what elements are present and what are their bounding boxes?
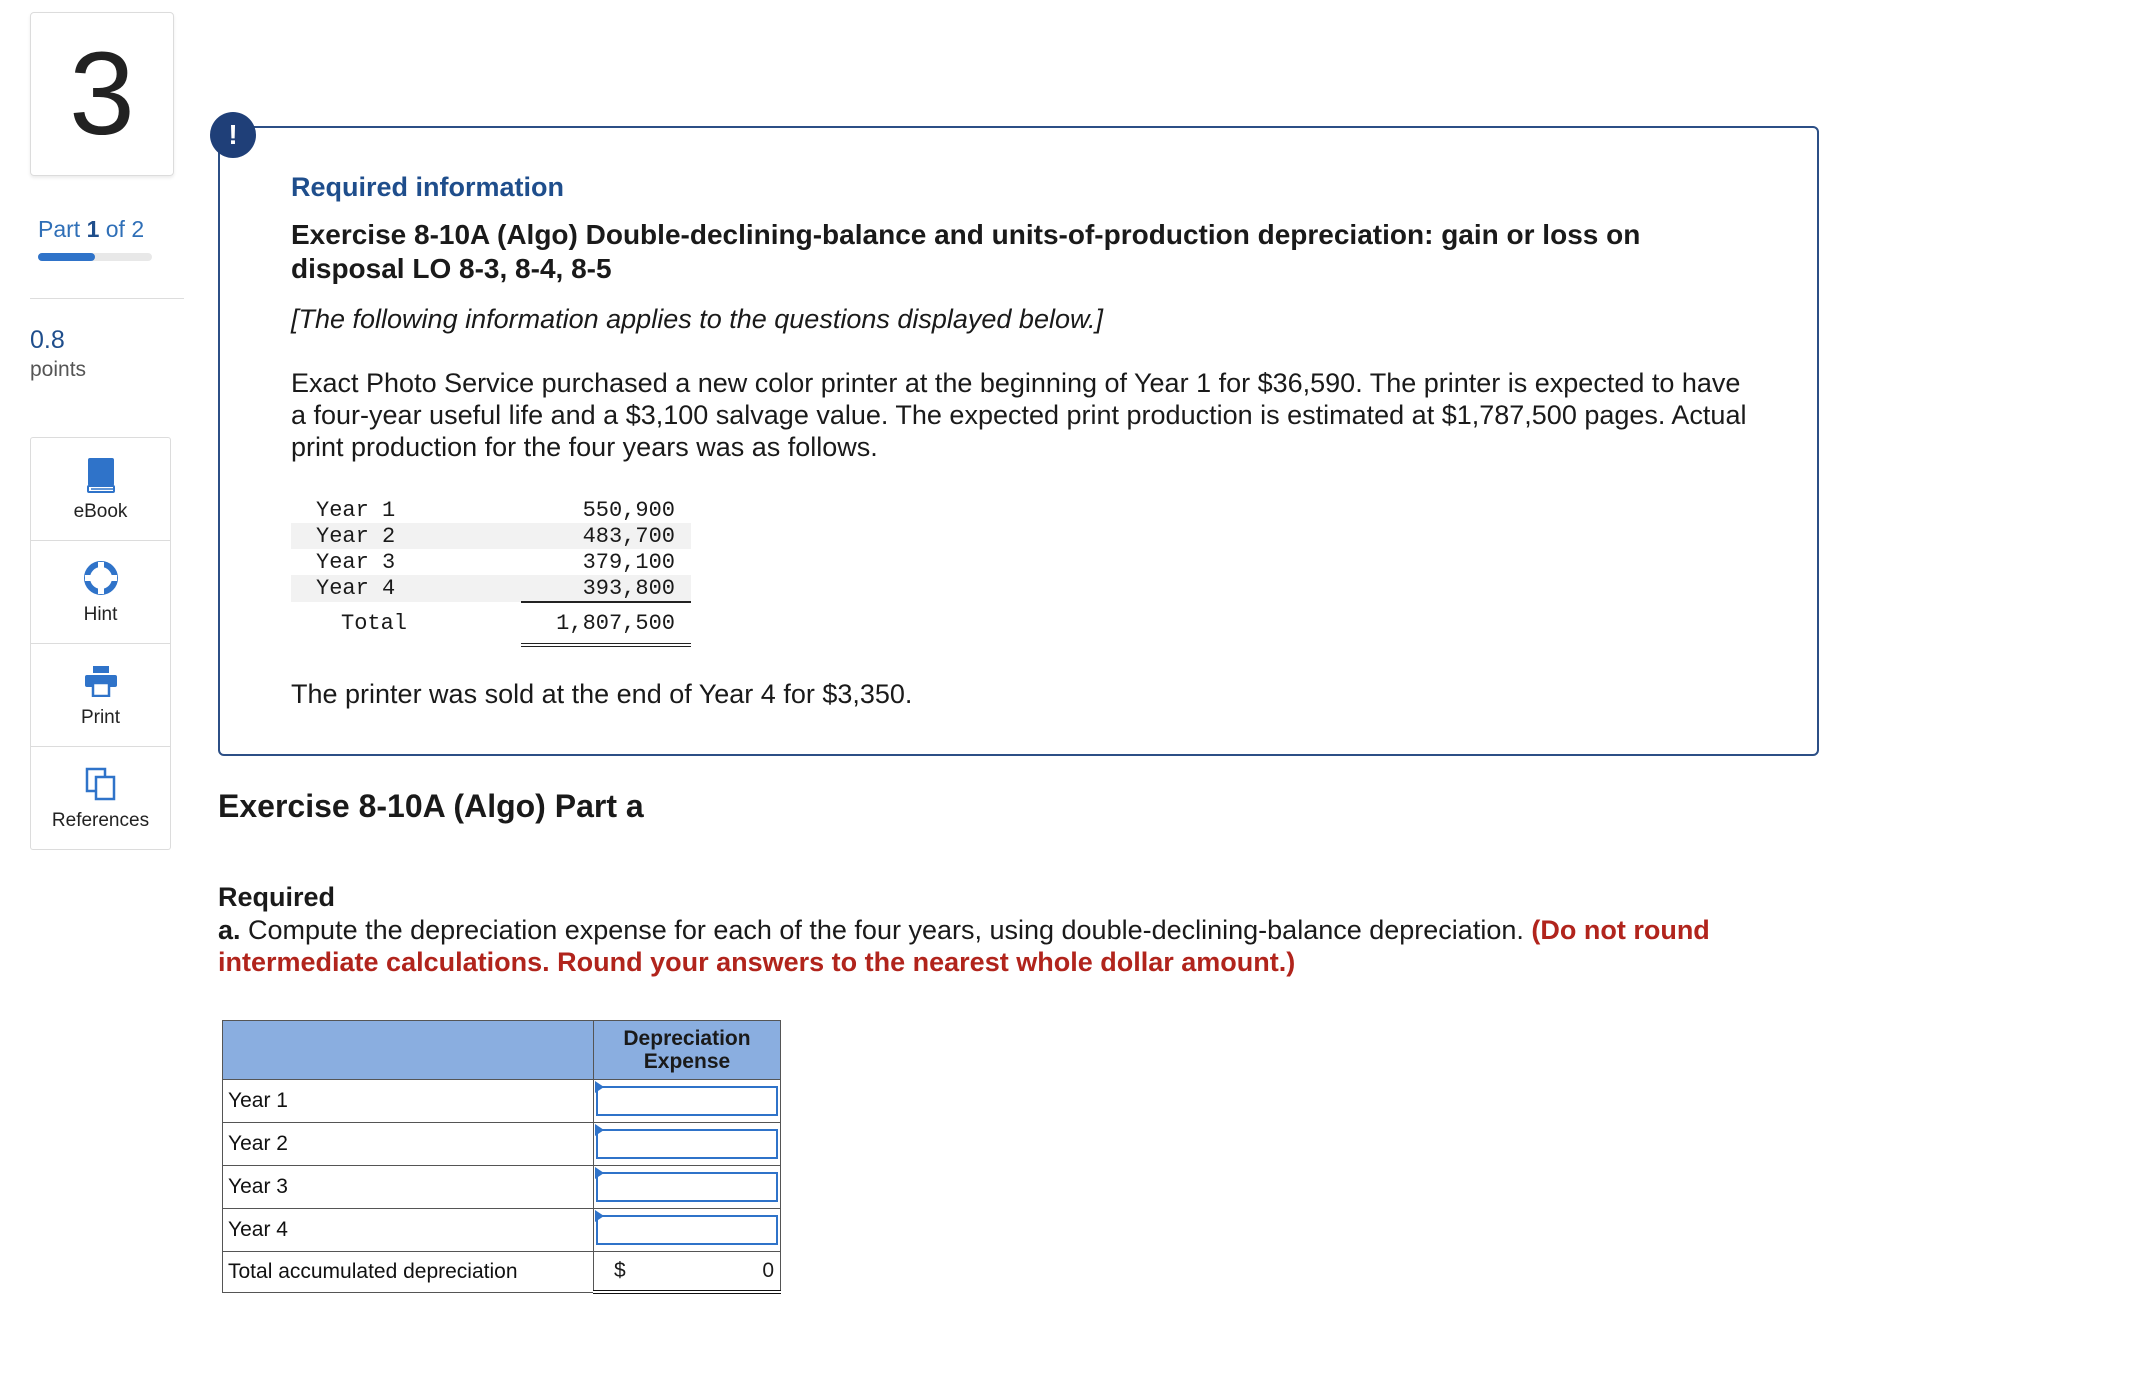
- part-of: of 2: [105, 216, 145, 242]
- table-row: [223, 1209, 781, 1252]
- total-currency: $: [614, 1259, 626, 1282]
- table-total-row: [223, 1252, 781, 1293]
- instruction-rounding-note: (Do not round intermediate calculations. Round your answers to the nearest whole dollar amount.): [218, 915, 1710, 977]
- print-button[interactable]: [31, 644, 170, 747]
- year-2-expense-input[interactable]: [596, 1129, 778, 1159]
- input-flag-icon: [595, 1124, 604, 1136]
- instruction-text: Compute the depreciation expense for each of the four years, using double-declining-balance depreciation.: [240, 915, 1532, 945]
- sold-statement: The printer was sold at the end of Year 4 for $3,350.: [291, 679, 913, 709]
- instruction-prefix: a.: [218, 915, 241, 945]
- input-flag-icon: [595, 1081, 604, 1093]
- ebook-label: eBook: [73, 501, 128, 522]
- year-1-expense-input[interactable]: [596, 1086, 778, 1116]
- input-flag-icon: [595, 1210, 604, 1222]
- table-header-row: [223, 1021, 781, 1080]
- hint-label: Hint: [83, 604, 118, 625]
- tool-panel: [30, 437, 171, 850]
- table-row: [291, 523, 691, 549]
- print-label: Print: [80, 707, 121, 728]
- production-total-pages: 1,807,500: [521, 602, 691, 645]
- hint-button[interactable]: [31, 541, 170, 644]
- production-year: Year 2: [291, 523, 461, 549]
- ebook-button[interactable]: [31, 438, 170, 541]
- copy-icon: [82, 764, 120, 804]
- required-info-heading: Required information: [291, 172, 565, 202]
- part-a-instruction: [218, 914, 1808, 978]
- table-row: [223, 1080, 781, 1123]
- year-3-expense-input[interactable]: [596, 1172, 778, 1202]
- year-2-input-cell: [594, 1123, 781, 1166]
- production-pages: 393,800: [521, 575, 691, 602]
- problem-paragraph: Exact Photo Service purchased a new color printer at the beginning of Year 1 for $36,590. The printer is expected to have a four-year useful life and a $3,100 salvage value. The expected print production is estimated at $1,787,500 pages. Actual print production for the four years was as follows.: [291, 368, 1747, 462]
- production-pages: 379,100: [582, 549, 675, 575]
- lifebuoy-icon: [82, 558, 120, 598]
- references-button[interactable]: [31, 747, 170, 849]
- production-pages: 550,900: [582, 497, 675, 523]
- part-progress-label: [38, 216, 144, 243]
- required-label: Required: [218, 882, 336, 912]
- row-label-year-4: Year 4: [223, 1209, 594, 1252]
- part-a-heading: Exercise 8-10A (Algo) Part a: [218, 788, 644, 824]
- year-4-input-cell: [594, 1209, 781, 1252]
- row-label-year-1: Year 1: [223, 1080, 594, 1123]
- part-label: Part: [38, 216, 81, 242]
- book-icon: [82, 455, 120, 495]
- total-label: Total accumulated depreciation: [223, 1252, 594, 1293]
- table-row: [223, 1166, 781, 1209]
- year-1-input-cell: [594, 1080, 781, 1123]
- depreciation-answer-table: [222, 1020, 781, 1294]
- row-label-header: [223, 1021, 594, 1080]
- points-label: points: [30, 358, 87, 381]
- part-current: 1: [86, 216, 100, 242]
- exercise-title: Exercise 8-10A (Algo) Double-declining-balance and units-of-production depreciation: gain or loss on disposal LO 8-3, 8-4, 8-5: [291, 219, 1641, 284]
- production-table: [291, 497, 691, 647]
- year-3-input-cell: [594, 1166, 781, 1209]
- table-total-row: [291, 602, 691, 645]
- references-label: References: [51, 810, 150, 831]
- rail-divider: [30, 298, 184, 299]
- printer-icon: [82, 661, 120, 701]
- production-total-label: Total: [341, 611, 408, 636]
- table-row: [291, 497, 691, 523]
- alert-icon: !: [210, 112, 256, 158]
- production-year: Year 3: [316, 549, 396, 575]
- part-progress-bar: [38, 253, 152, 261]
- input-flag-icon: [595, 1167, 604, 1179]
- depreciation-expense-header: Depreciation Expense: [594, 1021, 781, 1080]
- total-value-cell: [594, 1252, 781, 1293]
- points-value: 0.8: [30, 326, 65, 354]
- question-number: 3: [30, 12, 174, 176]
- production-year: Year 1: [316, 497, 396, 523]
- year-4-expense-input[interactable]: [596, 1215, 778, 1245]
- production-year: Year 4: [291, 575, 461, 602]
- total-value: 0: [762, 1259, 774, 1282]
- following-note: [The following information applies to the questions displayed below.]: [291, 304, 1103, 334]
- table-row: [291, 549, 691, 575]
- table-row: [223, 1123, 781, 1166]
- row-label-year-2: Year 2: [223, 1123, 594, 1166]
- part-progress-fill: [38, 253, 95, 261]
- row-label-year-3: Year 3: [223, 1166, 594, 1209]
- production-pages: 483,700: [521, 523, 691, 549]
- table-row: [291, 575, 691, 602]
